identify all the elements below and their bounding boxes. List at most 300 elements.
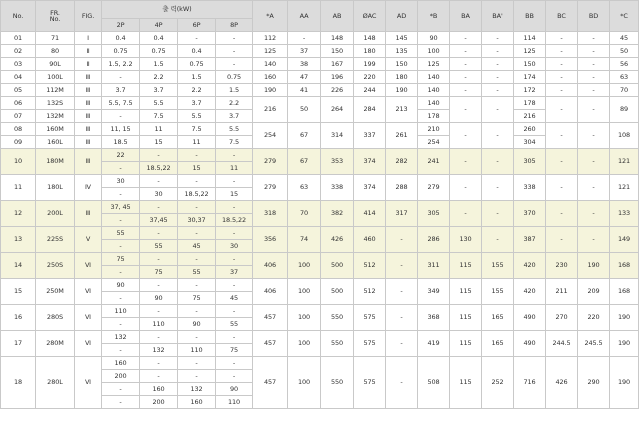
cell-dim-aa: 100: [288, 279, 321, 305]
cell-no: 10: [1, 149, 36, 175]
cell-frame-no: 280L: [36, 357, 75, 409]
cell-dim-b: 125: [418, 58, 450, 71]
header-no: No.: [1, 1, 36, 32]
cell-fig: Ⅴ: [75, 227, 102, 253]
cell-output-2p: 55: [102, 227, 140, 240]
cell-fig: Ⅵ: [75, 357, 102, 409]
cell-dim-bd: -: [578, 45, 610, 58]
cell-output-8p: 3.7: [216, 110, 253, 123]
cell-dim-aa: 37: [288, 45, 321, 58]
cell-dim-bb: 716: [514, 357, 546, 409]
cell-dim-a: 457: [253, 305, 288, 331]
cell-dim-bc: -: [546, 58, 578, 71]
cell-no: 14: [1, 253, 36, 279]
cell-dim-bb: 114: [514, 32, 546, 45]
header-dim-a: *A: [253, 1, 288, 32]
header-fig: FIG.: [75, 1, 102, 32]
cell-fig: Ⅲ: [75, 149, 102, 175]
cell-dim-aa: 67: [288, 149, 321, 175]
cell-dim-ba: -: [450, 58, 482, 71]
cell-output-6p: 5.5: [178, 110, 216, 123]
header-dim-aa: AA: [288, 1, 321, 32]
cell-output-8p: -: [216, 201, 253, 214]
cell-dim-ad: 180: [386, 71, 418, 84]
cell-no: 05: [1, 84, 36, 97]
cell-dim-a: 457: [253, 331, 288, 357]
cell-output-6p: 55: [178, 266, 216, 279]
cell-output-4p: 3.7: [140, 84, 178, 97]
cell-frame-no: 250M: [36, 279, 75, 305]
cell-dim-ac: 575: [354, 357, 386, 409]
cell-output-8p: 110: [216, 396, 253, 409]
cell-output-6p: -: [178, 370, 216, 383]
cell-dim-aa: 100: [288, 331, 321, 357]
cell-dim-bc: 230: [546, 253, 578, 279]
cell-dim-ad: 317: [386, 201, 418, 227]
cell-output-8p: 90: [216, 383, 253, 396]
cell-frame-no: 80: [36, 45, 75, 58]
header-dim-ab: AB: [321, 1, 354, 32]
cell-dim-ac: 575: [354, 331, 386, 357]
cell-dim-ba: 115: [450, 253, 482, 279]
cell-dim-bd: 220: [578, 305, 610, 331]
cell-fig: Ⅵ: [75, 279, 102, 305]
cell-output-8p: 45: [216, 292, 253, 305]
table-row: [1, 201, 639, 214]
cell-output-4p: 2.2: [140, 71, 178, 84]
cell-dim-bb: 420: [514, 253, 546, 279]
cell-output-8p: 18.5,22: [216, 214, 253, 227]
cell-dim-ad: 261: [386, 123, 418, 149]
cell-output-4p: 15: [140, 136, 178, 149]
cell-dim-b: 368: [418, 305, 450, 331]
cell-dim-c: 63: [610, 71, 639, 84]
cell-output-8p: 55: [216, 318, 253, 331]
header-pole-4p: 4P: [140, 19, 178, 32]
cell-output-2p: 37, 45: [102, 201, 140, 214]
cell-frame-no: 180L: [36, 175, 75, 201]
cell-dim-ba: -: [450, 97, 482, 123]
cell-output-8p: -: [216, 357, 253, 370]
cell-dim-aa: 100: [288, 357, 321, 409]
cell-dim-ab: 550: [321, 331, 354, 357]
header-dim-b: *B: [418, 1, 450, 32]
cell-output-2p: -: [102, 396, 140, 409]
table-row: [1, 149, 639, 162]
cell-dim-ad: -: [386, 357, 418, 409]
cell-dim-bc: -: [546, 32, 578, 45]
cell-dim-c: 50: [610, 45, 639, 58]
cell-dim-aa: 50: [288, 97, 321, 123]
cell-dim-ba-prime: 165: [482, 331, 514, 357]
cell-dim-aa: -: [288, 32, 321, 45]
cell-dim-bc: -: [546, 45, 578, 58]
cell-dim-bc: -: [546, 149, 578, 175]
cell-output-8p: 75: [216, 344, 253, 357]
cell-fig: Ⅰ: [75, 32, 102, 45]
cell-dim-a: 160: [253, 71, 288, 84]
cell-output-2p: -: [102, 214, 140, 227]
cell-no: 16: [1, 305, 36, 331]
cell-dim-bd: -: [578, 149, 610, 175]
cell-fig: Ⅳ: [75, 175, 102, 201]
cell-output-8p: -: [216, 58, 253, 71]
cell-output-4p: 11: [140, 123, 178, 136]
cell-dim-ba: -: [450, 149, 482, 175]
cell-dim-aa: 41: [288, 84, 321, 97]
cell-output-2p: 5.5, 7.5: [102, 97, 140, 110]
cell-dim-ba: -: [450, 175, 482, 201]
cell-dim-b: 178: [418, 110, 450, 123]
cell-output-4p: 18.5,22: [140, 162, 178, 175]
cell-dim-ba: 130: [450, 227, 482, 253]
cell-dim-a: 125: [253, 45, 288, 58]
cell-dim-b: 349: [418, 279, 450, 305]
cell-dim-bb: 260: [514, 123, 546, 136]
cell-dim-ab: 264: [321, 97, 354, 123]
cell-dim-b: 305: [418, 201, 450, 227]
cell-dim-ac: 148: [354, 32, 386, 45]
cell-dim-b: 210: [418, 123, 450, 136]
header-pole-8p: 8P: [216, 19, 253, 32]
cell-dim-ab: 426: [321, 227, 354, 253]
cell-dim-bd: -: [578, 227, 610, 253]
cell-dim-a: 216: [253, 97, 288, 123]
cell-output-6p: 3.7: [178, 97, 216, 110]
cell-dim-ba: -: [450, 71, 482, 84]
cell-dim-bc: 211: [546, 279, 578, 305]
cell-no: 06: [1, 97, 36, 110]
cell-dim-ba: -: [450, 45, 482, 58]
cell-dim-bc: -: [546, 227, 578, 253]
cell-dim-ad: 288: [386, 175, 418, 201]
cell-dim-bb: 178: [514, 97, 546, 110]
cell-no: 09: [1, 136, 36, 149]
cell-dim-ad: -: [386, 305, 418, 331]
cell-output-4p: 1.5: [140, 58, 178, 71]
cell-dim-aa: 38: [288, 58, 321, 71]
cell-dim-ac: 374: [354, 149, 386, 175]
cell-dim-bc: -: [546, 175, 578, 201]
cell-dim-ab: 226: [321, 84, 354, 97]
cell-no: 15: [1, 279, 36, 305]
table-row: [1, 84, 639, 97]
cell-fig: Ⅵ: [75, 253, 102, 279]
table-row: [1, 97, 639, 110]
cell-dim-a: 190: [253, 84, 288, 97]
cell-dim-aa: 67: [288, 123, 321, 149]
cell-output-8p: 11: [216, 162, 253, 175]
cell-dim-a: 356: [253, 227, 288, 253]
cell-output-4p: 90: [140, 292, 178, 305]
cell-output-2p: 3.7: [102, 84, 140, 97]
cell-frame-no: 180M: [36, 149, 75, 175]
cell-output-4p: 132: [140, 344, 178, 357]
cell-output-8p: -: [216, 305, 253, 318]
cell-dim-bb: 387: [514, 227, 546, 253]
cell-output-4p: 110: [140, 318, 178, 331]
header-dim-c: *C: [610, 1, 639, 32]
cell-output-4p: -: [140, 331, 178, 344]
cell-dim-a: 254: [253, 123, 288, 149]
cell-output-6p: 0.4: [178, 45, 216, 58]
cell-output-6p: 18.5,22: [178, 188, 216, 201]
cell-frame-no: 200L: [36, 201, 75, 227]
cell-output-2p: 160: [102, 357, 140, 370]
cell-output-6p: -: [178, 331, 216, 344]
cell-output-8p: -: [216, 45, 253, 58]
cell-output-8p: -: [216, 32, 253, 45]
cell-dim-ad: -: [386, 279, 418, 305]
table-row: [1, 58, 639, 71]
cell-dim-b: 279: [418, 175, 450, 201]
cell-output-6p: 160: [178, 396, 216, 409]
cell-dim-ba: 115: [450, 279, 482, 305]
cell-output-6p: -: [178, 227, 216, 240]
cell-dim-ad: 190: [386, 84, 418, 97]
cell-dim-bd: -: [578, 123, 610, 149]
cell-output-6p: -: [178, 32, 216, 45]
cell-dim-bd: 190: [578, 253, 610, 279]
cell-output-8p: -: [216, 253, 253, 266]
cell-dim-a: 112: [253, 32, 288, 45]
cell-output-2p: -: [102, 188, 140, 201]
cell-dim-bb: 174: [514, 71, 546, 84]
cell-output-8p: 37: [216, 266, 253, 279]
cell-dim-ac: 512: [354, 253, 386, 279]
cell-dim-aa: 63: [288, 175, 321, 201]
table-body: [1, 32, 639, 409]
cell-output-2p: 1.5, 2.2: [102, 58, 140, 71]
table-row: [1, 123, 639, 136]
cell-dim-ba: -: [450, 32, 482, 45]
cell-dim-c: 121: [610, 175, 639, 201]
cell-dim-ab: 148: [321, 32, 354, 45]
cell-no: 03: [1, 58, 36, 71]
header-dim-bd: BD: [578, 1, 610, 32]
cell-dim-c: 133: [610, 201, 639, 227]
cell-dim-c: 121: [610, 149, 639, 175]
cell-dim-bd: 290: [578, 357, 610, 409]
cell-output-4p: -: [140, 253, 178, 266]
cell-output-4p: 160: [140, 383, 178, 396]
cell-dim-ac: 374: [354, 175, 386, 201]
cell-output-2p: -: [102, 162, 140, 175]
cell-output-6p: 15: [178, 162, 216, 175]
cell-dim-ba: -: [450, 201, 482, 227]
cell-output-6p: 0.75: [178, 58, 216, 71]
cell-dim-bb: 172: [514, 84, 546, 97]
cell-output-8p: 0.75: [216, 71, 253, 84]
cell-output-4p: 7.5: [140, 110, 178, 123]
cell-dim-c: 190: [610, 357, 639, 409]
cell-fig: Ⅲ: [75, 110, 102, 123]
cell-dim-bb: 150: [514, 58, 546, 71]
cell-frame-no: 160L: [36, 136, 75, 149]
cell-output-6p: 45: [178, 240, 216, 253]
cell-dim-c: 190: [610, 331, 639, 357]
cell-no: 11: [1, 175, 36, 201]
cell-dim-bb: 490: [514, 305, 546, 331]
cell-dim-ad: 213: [386, 97, 418, 123]
cell-dim-bc: 426: [546, 357, 578, 409]
cell-dim-a: 406: [253, 279, 288, 305]
cell-output-4p: -: [140, 149, 178, 162]
cell-output-6p: -: [178, 279, 216, 292]
cell-no: 07: [1, 110, 36, 123]
cell-dim-b: 508: [418, 357, 450, 409]
cell-dim-bd: 209: [578, 279, 610, 305]
cell-dim-b: 286: [418, 227, 450, 253]
cell-output-8p: -: [216, 279, 253, 292]
cell-dim-bb: 216: [514, 110, 546, 123]
cell-output-4p: 37,45: [140, 214, 178, 227]
cell-dim-ba-prime: -: [482, 123, 514, 149]
cell-output-6p: -: [178, 305, 216, 318]
cell-dim-bb: 305: [514, 149, 546, 175]
cell-output-8p: 2.2: [216, 97, 253, 110]
cell-dim-bc: -: [546, 201, 578, 227]
cell-dim-a: 457: [253, 357, 288, 409]
cell-output-6p: -: [178, 175, 216, 188]
cell-dim-ab: 500: [321, 279, 354, 305]
cell-dim-ac: 199: [354, 58, 386, 71]
cell-output-2p: 132: [102, 331, 140, 344]
cell-output-2p: 18.5: [102, 136, 140, 149]
cell-dim-b: 419: [418, 331, 450, 357]
cell-frame-no: 132M: [36, 110, 75, 123]
cell-dim-bd: -: [578, 84, 610, 97]
cell-dim-bd: -: [578, 71, 610, 84]
cell-dim-ac: 575: [354, 305, 386, 331]
cell-dim-c: 108: [610, 123, 639, 149]
cell-output-6p: 75: [178, 292, 216, 305]
cell-dim-aa: 100: [288, 305, 321, 331]
cell-no: 17: [1, 331, 36, 357]
cell-dim-ab: 150: [321, 45, 354, 58]
cell-output-6p: 7.5: [178, 123, 216, 136]
cell-dim-ac: 337: [354, 123, 386, 149]
cell-output-6p: 2.2: [178, 84, 216, 97]
cell-dim-bd: -: [578, 32, 610, 45]
cell-dim-b: 140: [418, 97, 450, 110]
cell-dim-ad: 135: [386, 45, 418, 58]
cell-output-8p: -: [216, 331, 253, 344]
cell-dim-ba-prime: -: [482, 84, 514, 97]
cell-dim-c: 56: [610, 58, 639, 71]
header-dim-bc: BC: [546, 1, 578, 32]
cell-dim-ba-prime: -: [482, 149, 514, 175]
cell-frame-no: 250S: [36, 253, 75, 279]
cell-dim-ba-prime: -: [482, 45, 514, 58]
cell-output-2p: 90: [102, 279, 140, 292]
cell-dim-ba-prime: -: [482, 201, 514, 227]
cell-dim-aa: 70: [288, 201, 321, 227]
cell-output-4p: 55: [140, 240, 178, 253]
cell-output-2p: -: [102, 110, 140, 123]
cell-output-4p: -: [140, 279, 178, 292]
cell-dim-ad: 145: [386, 32, 418, 45]
cell-dim-ba-prime: -: [482, 71, 514, 84]
cell-no: 13: [1, 227, 36, 253]
cell-dim-bb: 490: [514, 331, 546, 357]
cell-dim-bc: -: [546, 84, 578, 97]
table-row: [1, 279, 639, 292]
cell-dim-c: 89: [610, 97, 639, 123]
cell-output-6p: 1.5: [178, 71, 216, 84]
cell-output-8p: 30: [216, 240, 253, 253]
cell-no: 18: [1, 357, 36, 409]
cell-dim-ba-prime: -: [482, 97, 514, 123]
cell-dim-ba-prime: -: [482, 175, 514, 201]
cell-output-2p: 11, 15: [102, 123, 140, 136]
cell-no: 12: [1, 201, 36, 227]
header-dim-ba-prime: BA': [482, 1, 514, 32]
cell-dim-bc: -: [546, 97, 578, 123]
cell-output-6p: 110: [178, 344, 216, 357]
cell-dim-bb: 304: [514, 136, 546, 149]
cell-output-4p: 5.5: [140, 97, 178, 110]
cell-dim-ac: 220: [354, 71, 386, 84]
table-row: [1, 305, 639, 318]
cell-dim-a: 140: [253, 58, 288, 71]
cell-output-6p: 30,37: [178, 214, 216, 227]
cell-dim-ba-prime: -: [482, 227, 514, 253]
cell-no: 01: [1, 32, 36, 45]
cell-fig: Ⅱ: [75, 58, 102, 71]
cell-dim-ba: -: [450, 123, 482, 149]
cell-dim-c: 149: [610, 227, 639, 253]
header-output: 출 력(kW): [102, 1, 253, 19]
cell-no: 08: [1, 123, 36, 136]
cell-dim-bc: -: [546, 71, 578, 84]
cell-output-6p: 90: [178, 318, 216, 331]
cell-output-2p: 110: [102, 305, 140, 318]
cell-fig: Ⅲ: [75, 84, 102, 97]
cell-output-4p: 75: [140, 266, 178, 279]
cell-dim-ac: 414: [354, 201, 386, 227]
cell-output-2p: -: [102, 318, 140, 331]
cell-dim-ba-prime: 155: [482, 279, 514, 305]
cell-dim-ab: 550: [321, 357, 354, 409]
cell-dim-b: 140: [418, 71, 450, 84]
cell-dim-c: 70: [610, 84, 639, 97]
cell-dim-ab: 167: [321, 58, 354, 71]
cell-dim-ba: -: [450, 84, 482, 97]
cell-dim-ab: 338: [321, 175, 354, 201]
cell-dim-ba-prime: 252: [482, 357, 514, 409]
cell-dim-bc: 270: [546, 305, 578, 331]
cell-dim-ac: 512: [354, 279, 386, 305]
cell-dim-c: 190: [610, 305, 639, 331]
cell-fig: Ⅲ: [75, 201, 102, 227]
cell-dim-bd: -: [578, 58, 610, 71]
cell-dim-ba-prime: -: [482, 58, 514, 71]
cell-dim-ab: 196: [321, 71, 354, 84]
cell-frame-no: 280S: [36, 305, 75, 331]
header-pole-6p: 6P: [178, 19, 216, 32]
cell-output-4p: -: [140, 201, 178, 214]
cell-frame-no: 71: [36, 32, 75, 45]
cell-fig: Ⅲ: [75, 136, 102, 149]
cell-dim-bc: -: [546, 123, 578, 149]
cell-fig: Ⅲ: [75, 97, 102, 110]
cell-output-8p: 5.5: [216, 123, 253, 136]
cell-output-4p: -: [140, 357, 178, 370]
cell-dim-bb: 370: [514, 201, 546, 227]
cell-dim-aa: 100: [288, 253, 321, 279]
cell-output-6p: 11: [178, 136, 216, 149]
